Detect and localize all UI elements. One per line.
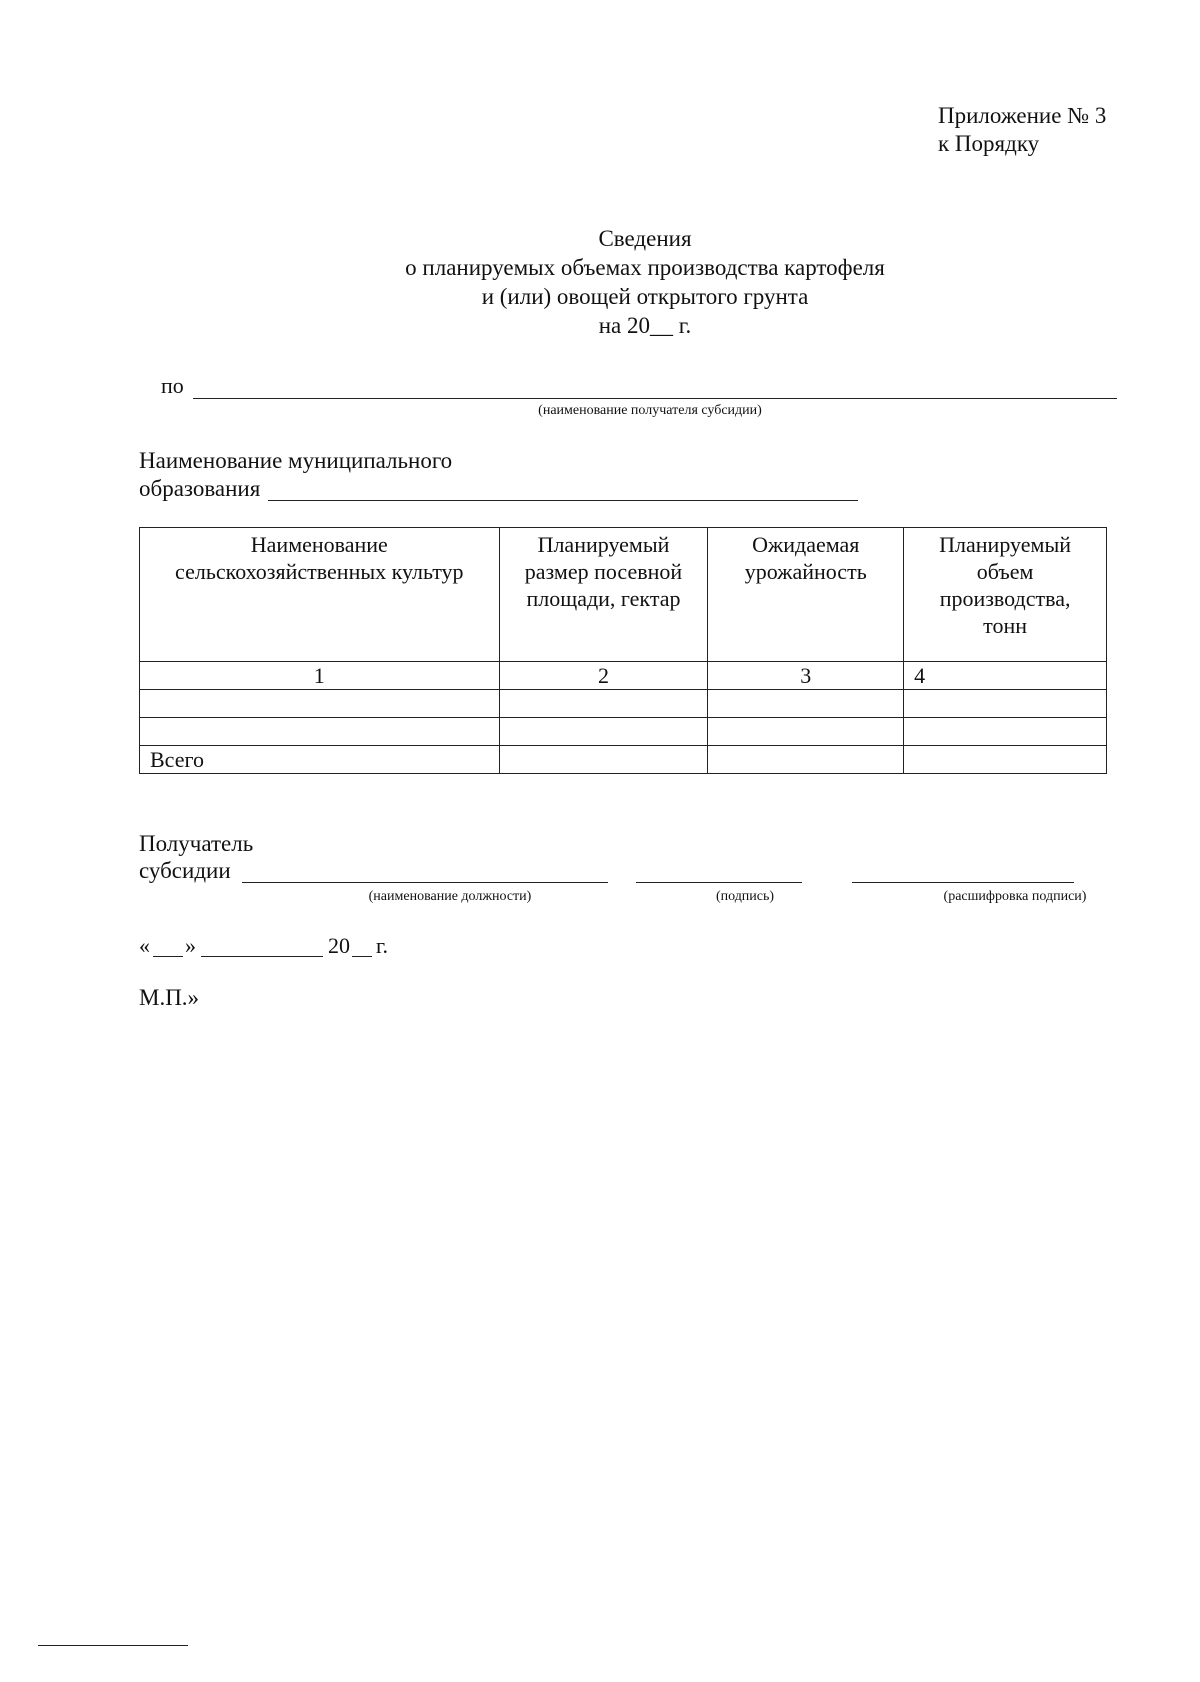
table-header-row (140, 528, 1107, 662)
date-year-underline (352, 956, 372, 957)
appendix-line-2: к Порядку (938, 131, 1040, 156)
header-crop-name: Наименование сельскохозяйственных культур (140, 528, 500, 662)
column-number-1: 1 (140, 662, 500, 690)
column-number-4: 4 (904, 662, 1107, 690)
date-year-prefix: 20 (328, 933, 350, 958)
table-cell[interactable] (904, 718, 1107, 746)
title-line-3: и (или) овощей открытого грунта (481, 284, 809, 309)
table-cell[interactable] (140, 718, 500, 746)
table-row (140, 718, 1107, 746)
stamp-mark: М.П.» (139, 985, 200, 1010)
table-total-row (140, 746, 1107, 774)
date-open-quote: « (139, 933, 150, 958)
table-cell[interactable] (140, 690, 500, 718)
position-underline (242, 882, 608, 883)
date-close-quote: » (185, 933, 196, 958)
table-cell[interactable] (904, 690, 1107, 718)
column-number-3: 3 (708, 662, 904, 690)
table-cell[interactable] (499, 690, 708, 718)
recipient-prefix: по (161, 373, 184, 398)
municipality-label-1: Наименование муниципального (139, 448, 453, 473)
appendix-note (938, 102, 1106, 158)
table-cell[interactable] (904, 746, 1107, 774)
document-title (300, 224, 990, 340)
header-planned-area: Планируемый размер посевной площади, гектар (499, 528, 708, 662)
table-row (140, 690, 1107, 718)
caption-position: (наименование должности) (368, 889, 532, 904)
title-line-4: на 20__ г. (598, 313, 692, 338)
header-expected-yield: Ожидаемая урожайность (708, 528, 904, 662)
table-cell[interactable] (708, 746, 904, 774)
table-cell[interactable] (708, 718, 904, 746)
title-line-1: Сведения (598, 226, 692, 251)
table-number-row (140, 662, 1107, 690)
table-cell[interactable] (708, 690, 904, 718)
date-month-underline (201, 956, 323, 957)
sign-underline (636, 882, 802, 883)
production-table (139, 527, 1107, 774)
recipient-underline (193, 398, 1117, 399)
header-planned-volume: Планируемый объем производства, тонн (904, 528, 1107, 662)
caption-sign: (подпись) (715, 889, 775, 904)
recipient-caption: (наименование получателя субсидии) (538, 403, 762, 418)
title-line-2: о планируемых объемах производства картофеля (405, 255, 885, 280)
decode-underline (852, 882, 1074, 883)
footnote-rule (38, 1645, 188, 1646)
total-label: Всего (140, 746, 500, 774)
appendix-line-1: Приложение № 3 (938, 103, 1107, 128)
date-day-underline (153, 956, 183, 957)
municipality-label-2: образования (139, 476, 261, 501)
signature-label-2: субсидии (139, 858, 231, 883)
municipality-underline (268, 500, 858, 501)
column-number-2: 2 (499, 662, 708, 690)
table-cell[interactable] (499, 718, 708, 746)
table-cell[interactable] (499, 746, 708, 774)
caption-decode: (расшифровка подписи) (943, 889, 1087, 904)
date-year-suffix: г. (376, 933, 389, 958)
signature-label-1: Получатель (139, 831, 254, 856)
